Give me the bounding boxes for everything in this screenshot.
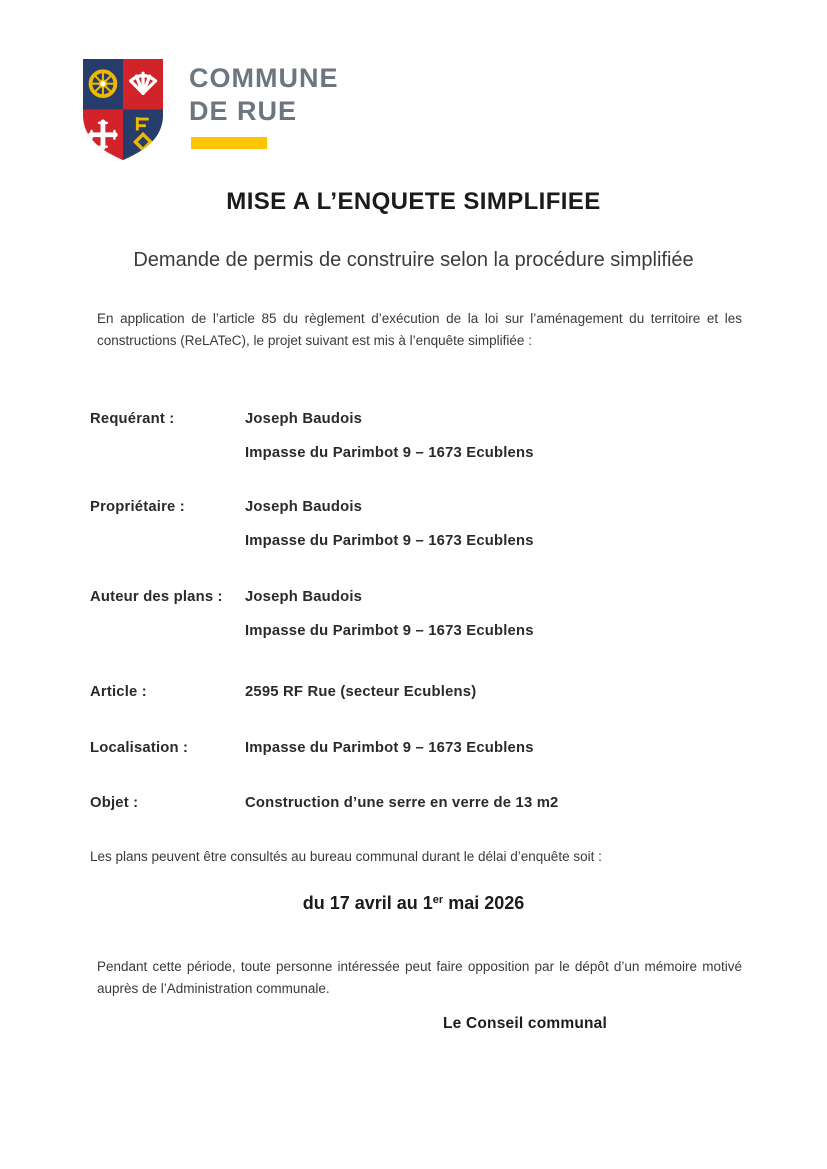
document-title: MISE A L’ENQUETE SIMPLIFIEE bbox=[226, 188, 601, 215]
logo-wordmark bbox=[189, 62, 339, 128]
opposition-paragraph: Pendant cette période, toute personne intéressée peut faire opposition par le dépôt d’un mémoire motivé auprès de l’Administration communale. bbox=[97, 959, 742, 996]
field-label-article: Article : bbox=[90, 684, 147, 700]
field-label-objet: Objet : bbox=[90, 795, 139, 811]
enquiry-period-ordinal: er bbox=[432, 894, 444, 906]
consultation-paragraph: Les plans peuvent être consultés au bureau communal durant le délai d’enquête soit : bbox=[90, 849, 602, 864]
field-label-proprietaire: Propriétaire : bbox=[90, 499, 185, 515]
field-label-requerant: Requérant : bbox=[90, 411, 175, 427]
rue-coat-of-arms-icon bbox=[80, 57, 166, 162]
field-address-proprietaire: Impasse du Parimbot 9 – 1673 Ecublens bbox=[245, 533, 534, 549]
field-value-localisation: Impasse du Parimbot 9 – 1673 Ecublens bbox=[245, 740, 534, 756]
enquiry-period-prefix: du 17 avril au 1 bbox=[302, 893, 433, 913]
field-value-auteur-des-plans: Joseph Baudois bbox=[245, 589, 363, 605]
field-value-objet: Construction d’une serre en verre de 13 m2 bbox=[245, 795, 559, 811]
document-subtitle: Demande de permis de construire selon la procédure simplifiée bbox=[133, 249, 694, 271]
field-address-auteur-des-plans: Impasse du Parimbot 9 – 1673 Ecublens bbox=[245, 623, 534, 639]
intro-paragraph: En application de l’article 85 du règlement d’exécution de la loi sur l’aménagement du territoire et les constructions (ReLATeC), le projet suivant est mis à l’enquête simplifiée : bbox=[97, 311, 742, 348]
field-value-requerant: Joseph Baudois bbox=[245, 411, 363, 427]
enquiry-period-suffix: mai 2026 bbox=[443, 893, 525, 913]
logo-wordmark-line1: COMMUNE bbox=[189, 63, 339, 93]
field-value-article: 2595 RF Rue (secteur Ecublens) bbox=[245, 684, 477, 700]
field-label-auteur-des-plans: Auteur des plans : bbox=[90, 589, 223, 605]
field-address-requerant: Impasse du Parimbot 9 – 1673 Ecublens bbox=[245, 445, 534, 461]
logo-wordmark-line2: DE RUE bbox=[189, 96, 298, 126]
signature: Le Conseil communal bbox=[443, 1015, 607, 1032]
field-value-proprietaire: Joseph Baudois bbox=[245, 499, 363, 515]
enquiry-period bbox=[0, 893, 827, 914]
field-label-localisation: Localisation : bbox=[90, 740, 189, 756]
logo-accent-bar bbox=[191, 137, 267, 149]
